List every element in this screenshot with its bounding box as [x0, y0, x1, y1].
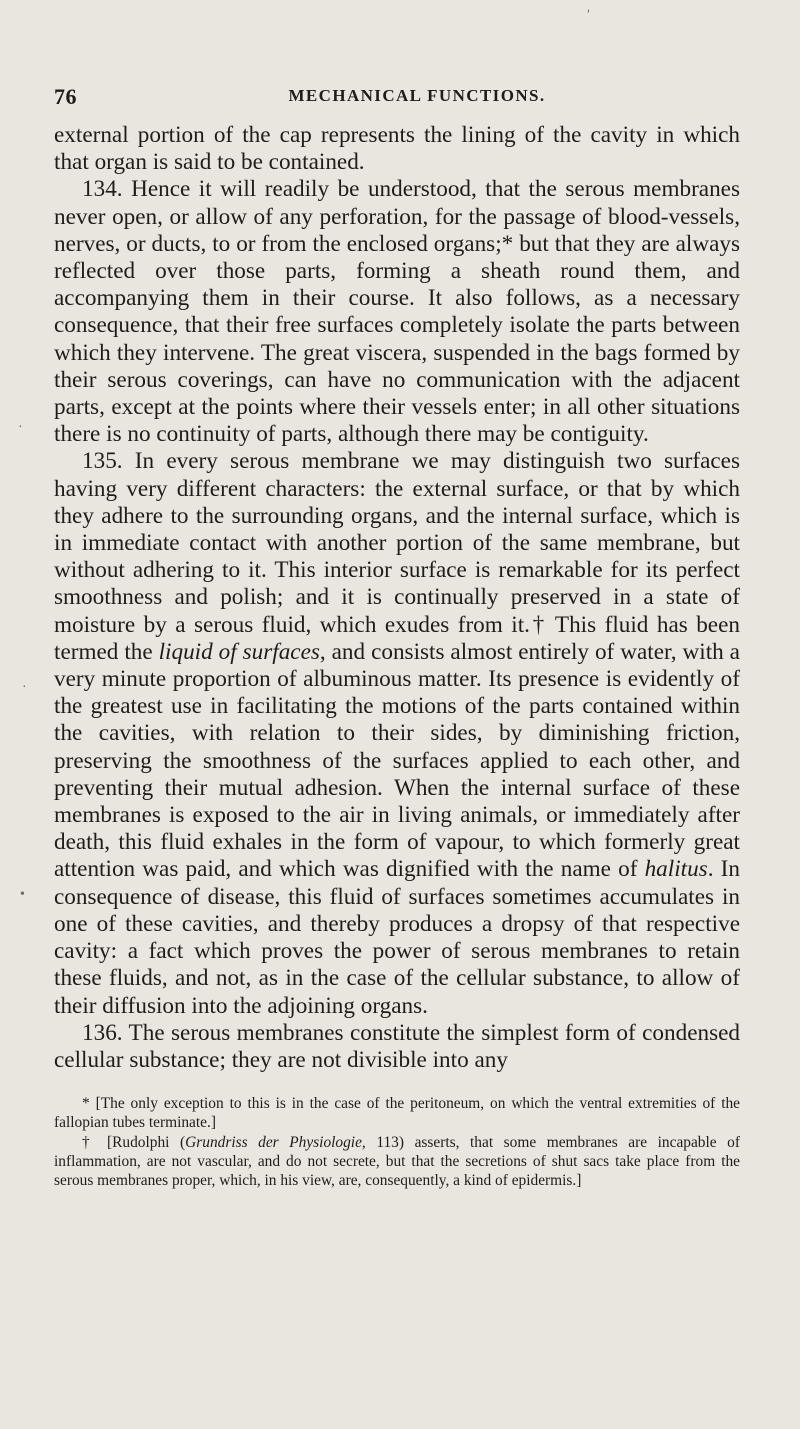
paragraph-135-text-a: 135. In every serous membrane we may distinguish two surfaces having very different characters: the external surface, or that by which they adhere to the surrounding organs, and the internal surface, which is in immediate contact with another portion of the same membrane, but without adhering to it. This interior surface is remarkable for its perfect smoothness and polish; and it is continually preserved in a state of moisture by a serous fluid, which exudes from it.† This fluid has been termed the: [54, 448, 740, 665]
paragraph-134: 134. Hence it will readily be understood, that the serous membranes never open, or allow of any perforation, for the passage of blood-vessels, nerves, or ducts, to or from the enclosed organs;* but that they are always reflected over those parts, forming a sheath round them, and accompanying them in their course. It also follows, as a necessary consequence, that their free surfaces completely isolate the parts between which they intervene. The great viscera, suspended in the bags formed by their serous coverings, can have no communication with the adjacent parts, except at the points where their vessels enter; in all other situations there is no continuity of parts, although there may be contiguity.: [54, 176, 740, 448]
page-number: 76: [54, 84, 77, 109]
footnote-book-title: Grundriss der Physiologie: [185, 1133, 362, 1151]
margin-speck-left-1: ·: [18, 420, 23, 435]
margin-speck-left-3: •: [20, 887, 25, 902]
margin-speck-left-2: ·: [22, 680, 27, 695]
term-halitus: halitus: [644, 856, 708, 883]
footnote-asterisk: * [The only exception to this is in the case of the peritoneum, on which the ventral extremities of the fallopian tubes terminate.]: [54, 1095, 740, 1132]
footnote-dagger-text-a: † [Rudolphi (: [82, 1133, 186, 1151]
margin-speck-top: ʹ: [587, 8, 591, 23]
paragraph-136: 136. The serous membranes constitute the simplest form of condensed cellular substance; they are not divisible into any: [54, 1019, 740, 1073]
paragraph-135: [54, 448, 740, 1019]
footnote-dagger: [54, 1133, 740, 1191]
footnote-dagger-text-b: , 113) asserts, that some membranes are incapable of inflammation, are not vascular, and do not secrete, but that the secretions of shut sacs take place from the serous membranes proper, which, in his view, are, consequently, a kind of epidermis.]: [54, 1133, 741, 1189]
running-head: MECHANICAL FUNCTIONS.: [288, 86, 546, 105]
body-text: [54, 122, 740, 1074]
page-header: [54, 84, 740, 112]
paragraph-135-text-c: . In consequence of disease, this fluid of surfaces sometimes accumulates in one of these cavities, and thereby produces a dropsy of that respective cavity: a fact which proves the power of serous membranes to retain these fluids, and not, as in the case of the cellular substance, to allow of their diffusion into the adjoining organs.: [54, 856, 740, 1019]
paragraph-continued: external portion of the cap represents the lining of the cavity in which that organ is said to be contained.: [54, 122, 740, 176]
footnotes: [54, 1094, 740, 1190]
paragraph-135-text-b: , and consists almost entirely of water, with a very minute proportion of albuminous matter. Its presence is evidently of the greatest use in facilitating the motions of the parts contained within the cavities, with relation to their sides, by diminishing friction, preserving the smoothness of the surfaces applied to each other, and preventing their mutual adhesion. When the internal surface of these membranes is exposed to the air in living animals, or immediately after death, this fluid exhales in the form of vapour, to which formerly great attention was paid, and which was dignified with the name of: [54, 638, 740, 883]
term-liquid-of-surfaces: liquid of surfaces: [158, 638, 320, 665]
